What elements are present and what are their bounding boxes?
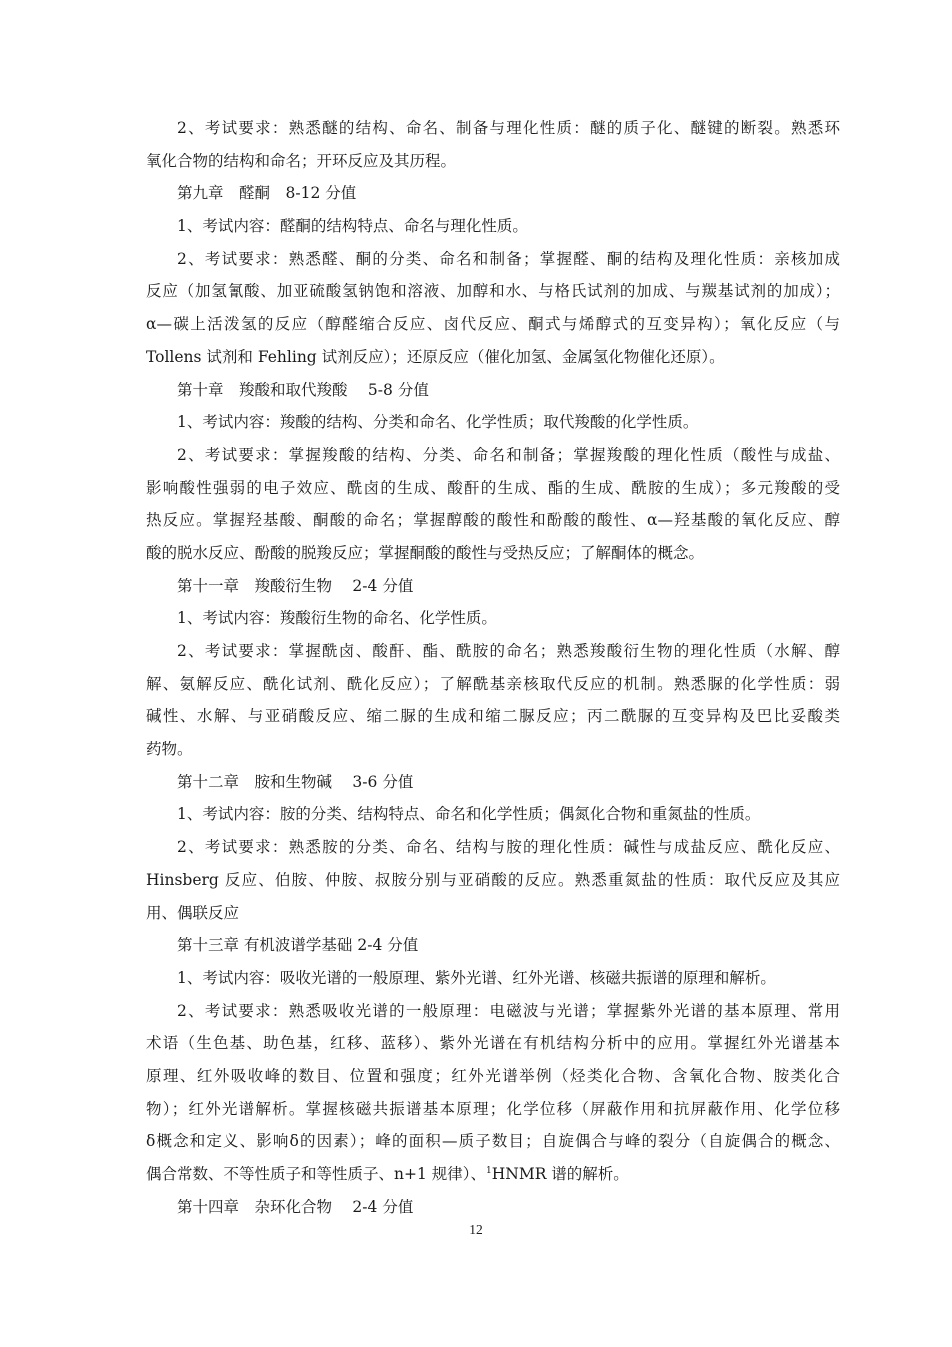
- text-line: α—碳上活泼氢的反应（醇醛缩合反应、卤代反应、酮式与烯醇式的互变异构）；氧化反应（与: [146, 315, 840, 334]
- text-line: 碱性、水解、与亚硝酸反应、缩二脲的生成和缩二脲反应；丙二酰脲的互变异构及巴比妥酸类: [146, 707, 840, 726]
- text-line: 1、考试内容：羧酸衍生物的命名、化学性质。: [177, 609, 497, 628]
- text-line: 2、考试要求：熟悉吸收光谱的一般原理：电磁波与光谱；掌握紫外光谱的基本原理、常用: [177, 1001, 840, 1020]
- text-line: 2、考试要求：熟悉醚的结构、命名、制备与理化性质：醚的质子化、醚键的断裂。熟悉环: [177, 119, 840, 137]
- text-line: 1、考试内容：胺的分类、结构特点、命名和化学性质；偶氮化合物和重氮盐的性质。: [177, 805, 761, 824]
- text-line: 第十章 羧酸和取代羧酸 5-8 分值: [177, 380, 429, 399]
- text-line: Tollens 试剂和 Fehling 试剂反应）；还原反应（催化加氢、金属氢化物催化还原）。: [146, 347, 725, 366]
- text-line: 用、偶联反应: [146, 903, 240, 922]
- text-segment: 偶合常数、不等性质子和等性质子、n+1 规律）、: [146, 1165, 487, 1183]
- text-line: Hinsberg 反应、伯胺、仲胺、叔胺分别与亚硝酸的反应。熟悉重氮盐的性质：取代反应及其应: [146, 870, 840, 889]
- text-line: 2、考试要求：掌握酰卤、酸酐、酯、酰胺的命名；熟悉羧酸衍生物的理化性质（水解、醇: [177, 642, 840, 660]
- text-line: 2、考试要求：熟悉醛、酮的分类、命名和制备；掌握醛、酮的结构及理化性质：亲核加成: [177, 249, 840, 268]
- text-line: 反应（加氢氰酸、加亚硫酸氢钠饱和溶液、加醇和水、与格氏试剂的加成、与羰基试剂的加成）；: [146, 282, 840, 301]
- document-body: [146, 112, 840, 1223]
- text-line: 热反应。掌握羟基酸、酮酸的命名；掌握醇酸的酸性和酚酸的酸性、α—羟基酸的氧化反应、醇: [146, 511, 840, 530]
- superscript: 1: [486, 1166, 492, 1176]
- text-line: δ概念和定义、影响δ的因素）；峰的面积—质子数目；自旋偶合与峰的裂分（自旋偶合的概念、: [146, 1132, 840, 1151]
- page-number: 12: [469, 1222, 483, 1237]
- text-line: 第十一章 羧酸衍生物 2-4 分值: [177, 576, 414, 595]
- text-line: 氧化合物的结构和命名；开环反应及其历程。: [146, 151, 457, 170]
- text-line: 原理、红外吸收峰的数目、位置和强度；红外光谱举例（烃类化合物、含氧化合物、胺类化合: [146, 1066, 840, 1085]
- text-line: 解、氨解反应、酰化试剂、酰化反应）；了解酰基亲核取代反应的机制。熟悉脲的化学性质：弱: [146, 674, 840, 693]
- text-line: [146, 1158, 840, 1191]
- text-line: 2、考试要求：熟悉胺的分类、命名、结构与胺的理化性质：碱性与成盐反应、酰化反应、: [177, 838, 840, 857]
- text-line: 第十三章 有机波谱学基础 2-4 分值: [177, 936, 419, 955]
- text-line: 第十二章 胺和生物碱 3-6 分值: [177, 772, 414, 791]
- text-line: 第十四章 杂环化合物 2-4 分值: [177, 1197, 414, 1216]
- text-line: 术语（生色基、助色基，红移、蓝移）、紫外光谱在有机结构分析中的应用。掌握红外光谱基本: [146, 1034, 840, 1053]
- text-line: 2、考试要求：掌握羧酸的结构、分类、命名和制备；掌握羧酸的理化性质（酸性与成盐、: [177, 445, 840, 464]
- text-line: 1、考试内容：醛酮的结构特点、命名与理化性质。: [177, 217, 528, 236]
- text-line: 物）；红外光谱解析。掌握核磁共振谱基本原理；化学位移（屏蔽作用和抗屏蔽作用、化学位移: [146, 1099, 840, 1118]
- text-line: 药物。: [146, 740, 193, 759]
- text-segment: HNMR 谱的解析。: [491, 1165, 629, 1183]
- text-line: 1、考试内容：吸收光谱的一般原理、紫外光谱、红外光谱、核磁共振谱的原理和解析。: [177, 968, 776, 987]
- text-line: 影响酸性强弱的电子效应、酰卤的生成、酸酐的生成、酯的生成、酰胺的生成）；多元羧酸的受: [146, 478, 840, 497]
- text-line: 1、考试内容：羧酸的结构、分类和命名、化学性质；取代羧酸的化学性质。: [177, 413, 699, 432]
- text-line: 第九章 醛酮 8-12 分值: [177, 184, 357, 203]
- text-line: 酸的脱水反应、酚酸的脱羧反应；掌握酮酸的酸性与受热反应；了解酮体的概念。: [146, 543, 705, 562]
